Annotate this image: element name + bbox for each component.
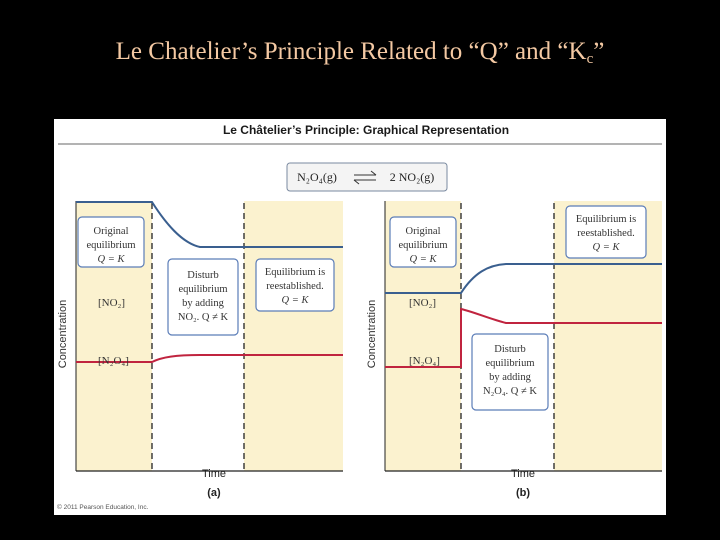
panel-b-y-label: Concentration: [366, 299, 378, 369]
figure-canvas: [54, 119, 666, 515]
panel-b-reestablished-line-2: reestablished.: [577, 228, 635, 239]
panel-a-disturb-line-1: Disturb: [187, 270, 219, 281]
panel-b-disturb-line-2: equilibrium: [485, 358, 535, 369]
panel-a: [57, 201, 343, 499]
panel-b-box-disturb: [472, 334, 548, 410]
panel-a-original-line-1: Original: [93, 226, 129, 237]
panel-a-original-line-2: equilibrium: [86, 240, 136, 251]
panel-a-shade-right: [244, 201, 343, 471]
panel-b-series-no2: [NO₂]: [409, 297, 437, 309]
panel-a-series-n2o4: [N₂O₄]: [98, 355, 129, 367]
panel-b-series-n2o4: [N₂O₄]: [409, 355, 440, 367]
panel-b-original-line-1: Original: [405, 226, 441, 237]
panel-a-label: (a): [207, 487, 221, 499]
panel-a-y-label: Concentration: [57, 299, 69, 369]
panel-a-disturb-line-4: NO₂. Q ≠ K: [177, 312, 229, 323]
panel-b-original-line-2: equilibrium: [398, 240, 448, 251]
panel-a-reestablished-line-1: Equilibrium is: [264, 267, 326, 278]
panel-b-disturb-line-4: N₂O₄. Q ≠ K: [483, 386, 537, 397]
panel-b-reestablished-line-1: Equilibrium is: [575, 214, 637, 225]
panel-a-disturb-line-2: equilibrium: [178, 284, 228, 295]
panel-b-box-reestablished: [566, 206, 646, 258]
panel-a-box-original: [78, 217, 144, 267]
panel-b-box-original: [390, 217, 456, 267]
panel-b-reestablished-line-3: Q = K: [592, 242, 620, 253]
panel-a-disturb-line-3: by adding: [182, 298, 224, 309]
panel-a-series-no2: [NO₂]: [98, 297, 126, 309]
copyright-notice: © 2011 Pearson Education, Inc.: [57, 504, 149, 511]
panel-a-reestablished-line-2: reestablished.: [266, 281, 324, 292]
panel-a-reestablished-line-3: Q = K: [281, 295, 309, 306]
panel-b-x-label: Time: [510, 468, 536, 480]
slide-title-subscript: c: [586, 51, 594, 67]
panel-b: [366, 201, 662, 499]
slide-title-close: ”: [593, 38, 605, 65]
panel-a-box-disturb: [168, 259, 238, 335]
panel-a-box-reestablished: [256, 259, 334, 311]
reaction-product: 2 NO₂(g): [389, 170, 435, 184]
panel-b-label: (b): [515, 487, 531, 499]
figure-heading: Le Châtelier’s Principle: Graphical Representation: [222, 123, 510, 137]
slide-title: [0, 38, 720, 68]
panel-a-x-label: Time: [201, 468, 227, 480]
textbook-figure: [54, 119, 666, 515]
slide-title-main: Le Chatelier’s Principle Related to “Q” and “K: [115, 38, 587, 65]
panel-b-disturb-line-3: by adding: [489, 372, 531, 383]
panel-a-original-line-3: Q = K: [97, 254, 125, 265]
reaction-reactant: N₂O₄(g): [297, 170, 337, 184]
panel-b-disturb-line-1: Disturb: [494, 344, 526, 355]
panel-b-original-line-3: Q = K: [409, 254, 437, 265]
